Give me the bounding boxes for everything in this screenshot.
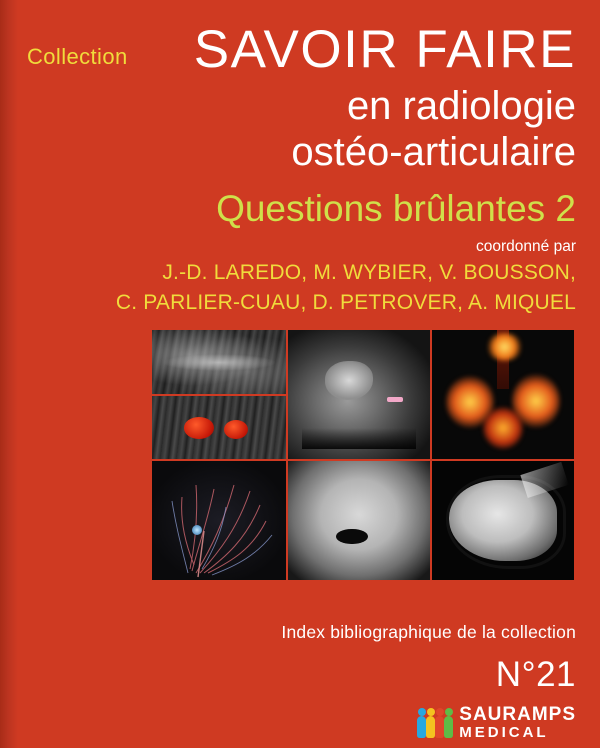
mri-annotation-marker (387, 397, 403, 402)
publisher-name: SAURAMPS (459, 704, 576, 726)
pet-hotspot-inferior (483, 407, 523, 448)
doppler-signal-right (224, 420, 248, 439)
logo-figure-red (435, 716, 444, 738)
four-figures-icon (417, 706, 451, 740)
publisher-subtitle: MEDICAL (459, 723, 549, 741)
mri-sagittal-knee-image (432, 461, 574, 580)
page-title: SAVOIR FAIRE (193, 20, 576, 79)
authors-line-2: C. PARLIER-CUAU, D. PETROVER, A. MIQUEL (115, 290, 576, 314)
vessel-tree-icon (152, 461, 286, 580)
doppler-signal-left (184, 417, 213, 439)
ct-dark-lesion (336, 529, 367, 544)
title-subtitle-1: en radiologie (346, 83, 576, 128)
mri-sagittal-pelvis-image (288, 330, 430, 459)
collection-label: Collection (27, 44, 128, 69)
ct-coronal-abdomen-image (288, 461, 430, 580)
index-bibliographic-line: Index bibliographique de la collection (281, 622, 576, 642)
coordinated-by-label: coordonné par (476, 237, 576, 255)
pet-hotspot-superior (486, 333, 523, 361)
image-cell-ultrasound-pair (152, 330, 286, 459)
logo-figure-blue (417, 716, 426, 738)
angiography-vessels-image (152, 461, 286, 580)
ultrasound-doppler-image (152, 396, 286, 460)
publisher-text (459, 705, 576, 740)
volume-number: N°21 (495, 655, 576, 694)
pet-ct-fusion-image (432, 330, 574, 459)
authors-line-1: J.-D. LAREDO, M. WYBIER, V. BOUSSON, (162, 260, 576, 284)
cover-image-grid (152, 330, 574, 582)
logo-figure-yellow (426, 716, 435, 738)
mri-bright-lesion (325, 361, 373, 400)
mri-lower-shadow (302, 428, 416, 449)
title-subtitle-2: ostéo-articulaire (291, 130, 576, 175)
publisher-logo (417, 705, 576, 740)
logo-figure-green (444, 716, 453, 738)
title-questions: Questions brûlantes 2 (216, 188, 576, 230)
ultrasound-grayscale-image (152, 330, 286, 394)
title-block (0, 22, 576, 315)
